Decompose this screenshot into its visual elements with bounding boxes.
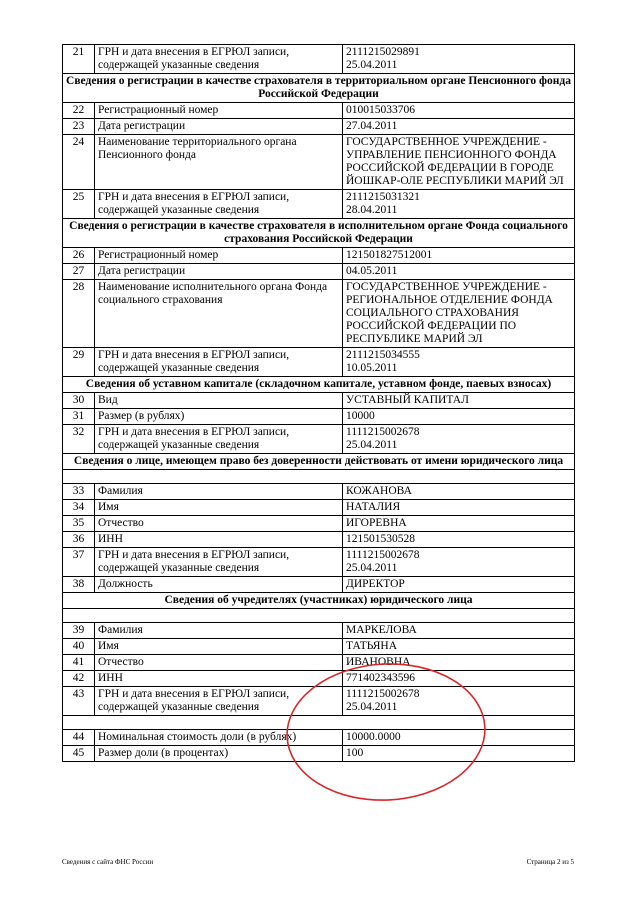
field-label: Должность	[95, 577, 343, 593]
field-value: ТАТЬЯНА	[343, 639, 575, 655]
table-row	[63, 623, 575, 639]
field-value: ГОСУДАРСТВЕННОЕ УЧРЕЖДЕНИЕ - РЕГИОНАЛЬНОЕ ОТДЕЛЕНИЕ ФОНДА СОЦИАЛЬНОГО СТРАХОВАНИЯ РОССИЙСКОЙ ФЕДЕРАЦИИ ПО РЕСПУБЛИКЕ МАРИЙ ЭЛ	[343, 280, 575, 348]
field-label: Отчество	[95, 516, 343, 532]
row-number: 43	[63, 687, 95, 716]
table-row	[63, 687, 575, 716]
row-number: 25	[63, 190, 95, 219]
table-row	[63, 119, 575, 135]
table-row	[63, 248, 575, 264]
table-row	[63, 577, 575, 593]
table-row	[63, 190, 575, 219]
table-row	[63, 45, 575, 74]
field-value: 10000	[343, 409, 575, 425]
table-row	[63, 548, 575, 577]
field-label: ГРН и дата внесения в ЕГРЮЛ записи, содержащей указанные сведения	[95, 425, 343, 454]
table-row	[63, 746, 575, 762]
field-label: ГРН и дата внесения в ЕГРЮЛ записи, содержащей указанные сведения	[95, 687, 343, 716]
field-value: 2111215029891 25.04.2011	[343, 45, 575, 74]
field-value: 1111215002678 25.04.2011	[343, 687, 575, 716]
row-number: 29	[63, 348, 95, 377]
row-number: 41	[63, 655, 95, 671]
field-label: Фамилия	[95, 623, 343, 639]
field-label: Имя	[95, 639, 343, 655]
field-label: ИНН	[95, 532, 343, 548]
footer-page-number: Страница 2 из 5	[526, 858, 574, 866]
field-value: НАТАЛИЯ	[343, 500, 575, 516]
field-label: Дата регистрации	[95, 119, 343, 135]
field-label: ГРН и дата внесения в ЕГРЮЛ записи, содержащей указанные сведения	[95, 348, 343, 377]
row-number: 23	[63, 119, 95, 135]
section-title: Сведения об уставном капитале (складочном капитале, уставном фонде, паевых взносах)	[63, 377, 575, 393]
table-row	[63, 516, 575, 532]
section-header-row	[63, 74, 575, 103]
field-value: 010015033706	[343, 103, 575, 119]
field-value: КОЖАНОВА	[343, 484, 575, 500]
field-label: Наименование территориального органа Пенсионного фонда	[95, 135, 343, 190]
table-row	[63, 409, 575, 425]
section-title: Сведения о лице, имеющем право без доверенности действовать от имени юридического лица	[63, 454, 575, 470]
section-header-row	[63, 377, 575, 393]
section-header-row	[63, 219, 575, 248]
blank-cell	[63, 716, 575, 730]
field-value: 1111215002678 25.04.2011	[343, 548, 575, 577]
field-value: 2111215031321 28.04.2011	[343, 190, 575, 219]
row-number: 45	[63, 746, 95, 762]
table-row	[63, 135, 575, 190]
row-number: 34	[63, 500, 95, 516]
row-number: 31	[63, 409, 95, 425]
field-label: Регистрационный номер	[95, 248, 343, 264]
field-value: 121501530528	[343, 532, 575, 548]
row-number: 27	[63, 264, 95, 280]
section-header-row	[63, 593, 575, 609]
row-number: 33	[63, 484, 95, 500]
field-value: ДИРЕКТОР	[343, 577, 575, 593]
row-number: 38	[63, 577, 95, 593]
field-label: Фамилия	[95, 484, 343, 500]
field-label: ГРН и дата внесения в ЕГРЮЛ записи, содержащей указанные сведения	[95, 45, 343, 74]
table-row	[63, 639, 575, 655]
field-label: Наименование исполнительного органа Фонда социального страхования	[95, 280, 343, 348]
field-value: 10000.0000	[343, 730, 575, 746]
row-number: 32	[63, 425, 95, 454]
table-row	[63, 264, 575, 280]
row-number: 28	[63, 280, 95, 348]
footer-source: Сведения с сайта ФНС России	[62, 858, 154, 866]
field-label: ГРН и дата внесения в ЕГРЮЛ записи, содержащей указанные сведения	[95, 190, 343, 219]
row-number: 40	[63, 639, 95, 655]
field-value: 04.05.2011	[343, 264, 575, 280]
blank-row	[63, 716, 575, 730]
field-value: 121501827512001	[343, 248, 575, 264]
section-header-row	[63, 454, 575, 470]
row-number: 24	[63, 135, 95, 190]
field-label: Отчество	[95, 655, 343, 671]
table-row	[63, 280, 575, 348]
blank-row	[63, 609, 575, 623]
section-title: Сведения о регистрации в качестве страхователя в исполнительном органе Фонда социального страхования Российской Федерации	[63, 219, 575, 248]
field-value: ИВАНОВНА	[343, 655, 575, 671]
section-title: Сведения о регистрации в качестве страхователя в территориальном органе Пенсионного фонда Российской Федерации	[63, 74, 575, 103]
field-value: 2111215034555 10.05.2011	[343, 348, 575, 377]
table-row	[63, 425, 575, 454]
field-label: Имя	[95, 500, 343, 516]
table-row	[63, 348, 575, 377]
table-row	[63, 103, 575, 119]
row-number: 30	[63, 393, 95, 409]
blank-row	[63, 470, 575, 484]
row-number: 26	[63, 248, 95, 264]
field-label: Размер (в рублях)	[95, 409, 343, 425]
field-value: 771402343596	[343, 671, 575, 687]
row-number: 36	[63, 532, 95, 548]
section-title: Сведения об учредителях (участниках) юридического лица	[63, 593, 575, 609]
field-label: Номинальная стоимость доли (в рублях)	[95, 730, 343, 746]
field-label: Размер доли (в процентах)	[95, 746, 343, 762]
field-label: ГРН и дата внесения в ЕГРЮЛ записи, содержащей указанные сведения	[95, 548, 343, 577]
field-value: ГОСУДАРСТВЕННОЕ УЧРЕЖДЕНИЕ - УПРАВЛЕНИЕ ПЕНСИОННОГО ФОНДА РОССИЙСКОЙ ФЕДЕРАЦИИ В ГОРОДЕ ЙОШКАР-ОЛЕ РЕСПУБЛИКИ МАРИЙ ЭЛ	[343, 135, 575, 190]
blank-cell	[63, 470, 575, 484]
table-row	[63, 730, 575, 746]
field-label: Вид	[95, 393, 343, 409]
blank-cell	[63, 609, 575, 623]
table-row	[63, 655, 575, 671]
field-label: Дата регистрации	[95, 264, 343, 280]
field-value: 1111215002678 25.04.2011	[343, 425, 575, 454]
table-row	[63, 532, 575, 548]
row-number: 44	[63, 730, 95, 746]
row-number: 42	[63, 671, 95, 687]
table-row	[63, 484, 575, 500]
row-number: 39	[63, 623, 95, 639]
egrul-extract-table	[62, 44, 575, 762]
table-row	[63, 500, 575, 516]
row-number: 35	[63, 516, 95, 532]
row-number: 21	[63, 45, 95, 74]
table-row	[63, 393, 575, 409]
field-value: 27.04.2011	[343, 119, 575, 135]
field-value: УСТАВНЫЙ КАПИТАЛ	[343, 393, 575, 409]
field-label: Регистрационный номер	[95, 103, 343, 119]
field-value: 100	[343, 746, 575, 762]
field-label: ИНН	[95, 671, 343, 687]
field-value: ИГОРЕВНА	[343, 516, 575, 532]
table-row	[63, 671, 575, 687]
row-number: 22	[63, 103, 95, 119]
field-value: МАРКЕЛОВА	[343, 623, 575, 639]
row-number: 37	[63, 548, 95, 577]
